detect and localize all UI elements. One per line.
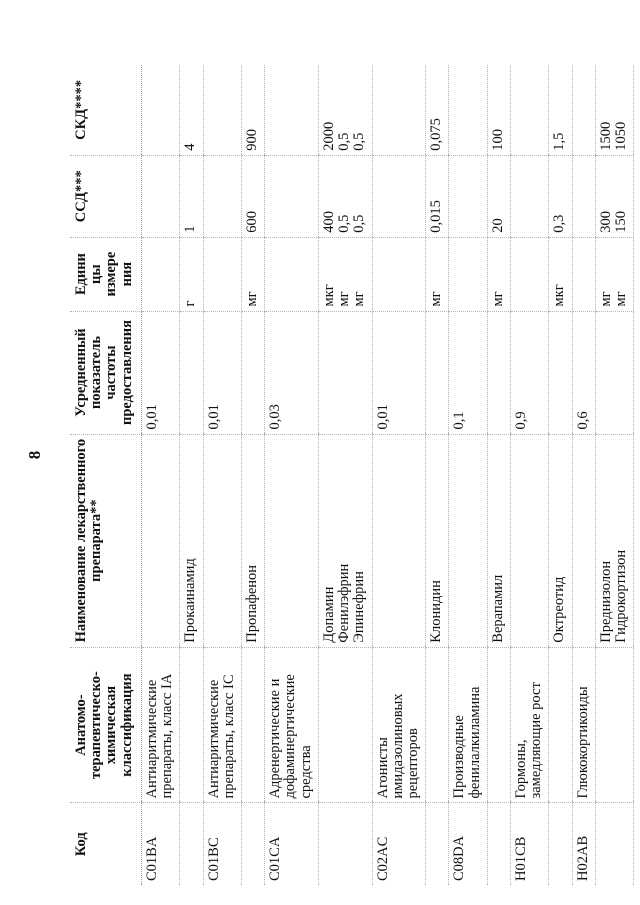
cell-skd: 1500 1050 bbox=[595, 65, 633, 155]
table-row bbox=[203, 65, 241, 885]
header-ssd: ССД*** bbox=[70, 155, 141, 237]
cell-atc: Адренергические и дофаминергические средства bbox=[265, 647, 319, 803]
cell-ssd bbox=[449, 155, 487, 237]
table-row bbox=[449, 65, 487, 885]
table-header-row bbox=[70, 65, 141, 885]
header-skd: СКД**** bbox=[70, 65, 141, 155]
table-row bbox=[141, 65, 179, 885]
cell-atc: Антиаритмические препараты, класс IC bbox=[203, 647, 241, 803]
table-row bbox=[372, 65, 426, 885]
cell-drug: Прокаинамид bbox=[180, 434, 203, 647]
cell-unit: мкг мг мг bbox=[318, 237, 372, 311]
cell-ssd bbox=[203, 155, 241, 237]
page-number: 8 bbox=[25, 450, 44, 460]
cell-ssd: 20 bbox=[487, 155, 510, 237]
cell-unit bbox=[572, 237, 595, 311]
cell-frequency bbox=[426, 311, 449, 434]
cell-frequency: 0,01 bbox=[141, 311, 179, 434]
cell-ssd: 0,3 bbox=[549, 155, 572, 237]
cell-code bbox=[180, 803, 203, 885]
cell-skd bbox=[572, 65, 595, 155]
cell-drug bbox=[203, 434, 241, 647]
cell-unit: мг bbox=[487, 237, 510, 311]
cell-drug bbox=[141, 434, 179, 647]
cell-ssd: 1 bbox=[180, 155, 203, 237]
cell-frequency bbox=[549, 311, 572, 434]
cell-drug bbox=[449, 434, 487, 647]
header-code: Код bbox=[73, 832, 89, 857]
cell-code bbox=[595, 803, 633, 885]
header-atc: Анатомо- терапевтическо- химическая классификация bbox=[70, 647, 141, 803]
cell-ssd bbox=[511, 155, 549, 237]
table-row bbox=[265, 65, 319, 885]
cell-unit bbox=[511, 237, 549, 311]
cell-frequency: 0,01 bbox=[203, 311, 241, 434]
cell-frequency: 0,1 bbox=[449, 311, 487, 434]
cell-code bbox=[549, 803, 572, 885]
cell-unit bbox=[449, 237, 487, 311]
cell-frequency: 0,01 bbox=[372, 311, 426, 434]
cell-code: C08DA bbox=[451, 835, 468, 881]
cell-ssd bbox=[372, 155, 426, 237]
cell-drug bbox=[572, 434, 595, 647]
cell-code bbox=[487, 803, 510, 885]
cell-ssd bbox=[572, 155, 595, 237]
cell-atc bbox=[426, 647, 449, 803]
cell-drug: Пропафенон bbox=[241, 434, 264, 647]
cell-ssd: 0,015 bbox=[426, 155, 449, 237]
cell-code: C01BA bbox=[143, 836, 160, 881]
cell-atc: Производные фенилалкиламина bbox=[449, 647, 487, 803]
cell-atc bbox=[180, 647, 203, 803]
cell-ssd: 400 0,5 0,5 bbox=[318, 155, 372, 237]
table-row bbox=[180, 65, 203, 885]
cell-unit: мг мг bbox=[595, 237, 633, 311]
cell-unit bbox=[372, 237, 426, 311]
table-row bbox=[511, 65, 549, 885]
table-row bbox=[426, 65, 449, 885]
cell-atc bbox=[318, 647, 372, 803]
cell-code bbox=[241, 803, 264, 885]
cell-atc: Гормоны, замедляющие рост bbox=[511, 647, 549, 803]
cell-skd: 100 bbox=[487, 65, 510, 155]
cell-drug: Октреотид bbox=[549, 434, 572, 647]
cell-code: H02AB bbox=[574, 835, 591, 881]
cell-skd bbox=[449, 65, 487, 155]
cell-skd: 0,075 bbox=[426, 65, 449, 155]
cell-unit: г bbox=[180, 237, 203, 311]
cell-drug: Клонидин bbox=[426, 434, 449, 647]
header-units: Едини цы измере ния bbox=[70, 237, 141, 311]
cell-skd bbox=[372, 65, 426, 155]
cell-skd: 1,5 bbox=[549, 65, 572, 155]
table-row bbox=[241, 65, 264, 885]
cell-skd bbox=[265, 65, 319, 155]
cell-code: C01BC bbox=[205, 837, 222, 881]
cell-drug bbox=[511, 434, 549, 647]
cell-frequency bbox=[241, 311, 264, 434]
cell-atc bbox=[595, 647, 633, 803]
cell-skd bbox=[141, 65, 179, 155]
cell-atc bbox=[487, 647, 510, 803]
cell-atc: Антиаритмические препараты, класс IA bbox=[141, 647, 179, 803]
cell-skd: 900 bbox=[241, 65, 264, 155]
cell-atc: Агонисты имидазолиновых рецепторов bbox=[372, 647, 426, 803]
cell-skd bbox=[203, 65, 241, 155]
cell-frequency bbox=[180, 311, 203, 434]
cell-drug: Верапамил bbox=[487, 434, 510, 647]
cell-unit: мг bbox=[426, 237, 449, 311]
cell-code bbox=[318, 803, 372, 885]
rotated-table-area bbox=[70, 65, 630, 885]
cell-unit bbox=[265, 237, 319, 311]
table-row bbox=[595, 65, 633, 885]
cell-code: C01CA bbox=[267, 836, 284, 881]
cell-code bbox=[426, 803, 449, 885]
table-body bbox=[141, 65, 633, 885]
table-row bbox=[572, 65, 595, 885]
cell-code: C02AC bbox=[374, 836, 391, 881]
cell-atc: Глюкокортикоиды bbox=[572, 647, 595, 803]
cell-ssd bbox=[265, 155, 319, 237]
table-row bbox=[487, 65, 510, 885]
cell-frequency bbox=[318, 311, 372, 434]
cell-unit: мкг bbox=[549, 237, 572, 311]
cell-code: H01CB bbox=[513, 836, 530, 881]
cell-frequency bbox=[595, 311, 633, 434]
cell-unit bbox=[203, 237, 241, 311]
header-drug: Наименование лекарственного препарата** bbox=[70, 434, 141, 647]
header-frequency: Усредненный показатель частоты предоставления bbox=[70, 311, 141, 434]
table-row bbox=[318, 65, 372, 885]
cell-ssd: 300 150 bbox=[595, 155, 633, 237]
cell-frequency bbox=[487, 311, 510, 434]
cell-frequency: 0,6 bbox=[572, 311, 595, 434]
cell-skd: 4 bbox=[180, 65, 203, 155]
cell-unit: мг bbox=[241, 237, 264, 311]
drug-table bbox=[70, 65, 634, 885]
cell-frequency: 0,03 bbox=[265, 311, 319, 434]
cell-drug bbox=[372, 434, 426, 647]
cell-atc bbox=[241, 647, 264, 803]
cell-frequency: 0,9 bbox=[511, 311, 549, 434]
cell-ssd bbox=[141, 155, 179, 237]
cell-skd bbox=[511, 65, 549, 155]
cell-unit bbox=[141, 237, 179, 311]
cell-drug: Допамин Фенилэфрин Эпинефрин bbox=[318, 434, 372, 647]
cell-skd: 2000 0,5 0,5 bbox=[318, 65, 372, 155]
cell-atc bbox=[549, 647, 572, 803]
cell-drug bbox=[265, 434, 319, 647]
cell-drug: Преднизолон Гидрокортизон bbox=[595, 434, 633, 647]
cell-ssd: 600 bbox=[241, 155, 264, 237]
table-row bbox=[549, 65, 572, 885]
